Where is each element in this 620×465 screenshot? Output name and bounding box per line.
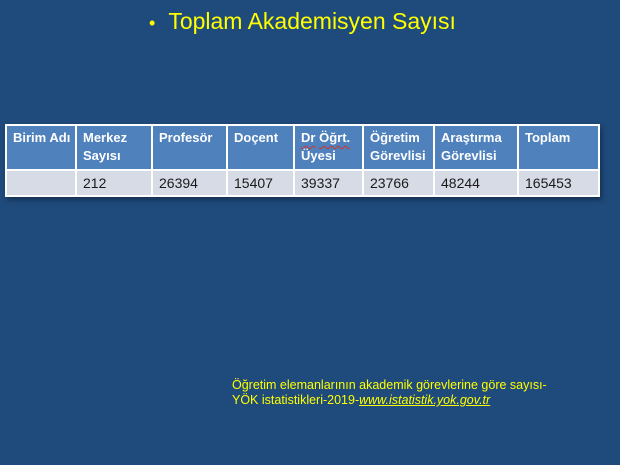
cell-merkez-sayisi: 212 [76,170,152,196]
cell-profesor: 26394 [152,170,227,196]
cell-docent: 15407 [227,170,294,196]
header-dr-ogrt-uyesi [294,125,363,170]
header-arastirma-gorevlisi: Araştırma Görevlisi [434,125,518,170]
header-toplam: Toplam [518,125,599,170]
slide-title [149,8,456,35]
header-word: Üyesi [301,147,336,163]
source-link[interactable]: www.istatistik.yok.gov.tr [359,393,491,407]
bullet-icon: • [149,12,156,33]
cell-arastirma-gorevlisi: 48244 [434,170,518,196]
header-profesor: Profesör [152,125,227,170]
source-note-line2-prefix: YÖK istatistikleri-2019- [232,393,360,407]
spellcheck-word: Öğrt. [319,130,351,145]
header-merkez-sayisi: Merkez Sayısı [76,125,152,170]
cell-ogretim-gorevlisi: 23766 [363,170,434,196]
source-note-line1: Öğretim elemanlarının akademik görevlerine göre sayısı- [232,378,547,392]
table-data-row [6,170,599,196]
cell-toplam: 165453 [518,170,599,196]
header-birim-adi: Birim Adı [6,125,76,170]
academics-table [5,124,600,197]
header-ogretim-gorevlisi: Öğretim Görevlisi [363,125,434,170]
slide-title-text: Toplam Akademisyen Sayısı [168,8,456,34]
source-note [232,378,547,408]
cell-birim-adi [6,170,76,196]
table-header-row [6,125,599,170]
spellcheck-word: Dr [301,130,316,145]
cell-dr-ogrt-uyesi: 39337 [294,170,363,196]
source-note-line2 [232,393,547,408]
header-docent: Doçent [227,125,294,170]
